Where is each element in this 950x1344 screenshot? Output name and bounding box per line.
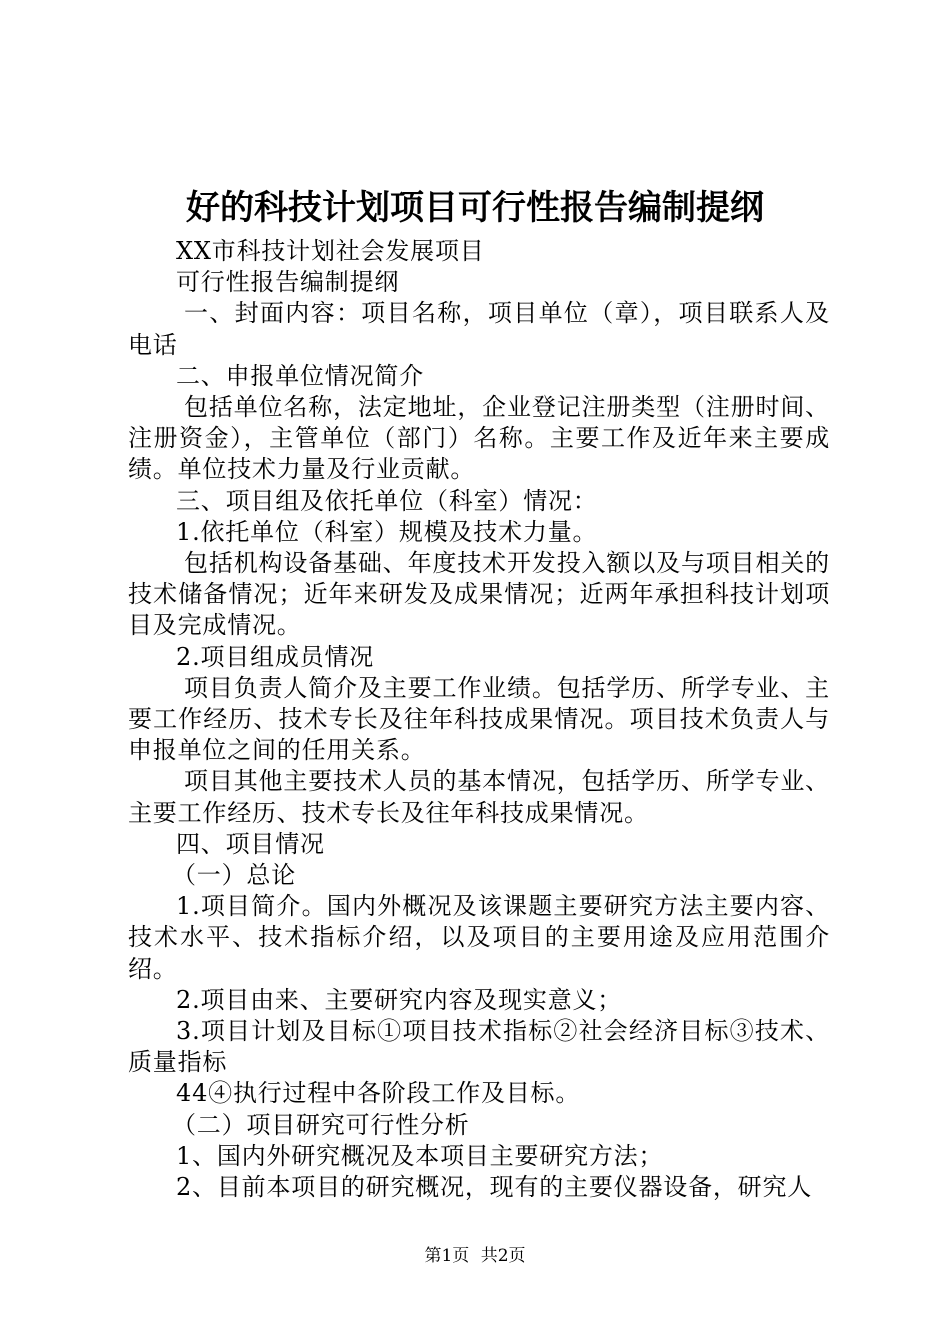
paragraph-section-3-heading: 三、项目组及依托单位（科室）情况：	[176, 486, 598, 515]
paragraph-subsection-2-item-1: 1、国内外研究概况及本项目主要研究方法；	[176, 1141, 664, 1170]
page-footer	[0, 1244, 950, 1268]
paragraph-subsection-1-heading: （一）总论	[172, 861, 296, 890]
paragraph-project-leader: 项目负责人简介及主要工作业绩。包括学历、所学专业、主要工作经历、技术专长及往年科技成果情况。项目技术负责人与申报单位之间的任用关系。	[128, 673, 830, 765]
paragraph-section-3-item-1: 1.依托单位（科室）规模及技术力量。	[176, 517, 598, 546]
paragraph-section-2-body: 包括单位名称，法定地址，企业登记注册类型（注册时间、注册资金），主管单位（部门）名称。主要工作及近年来主要成绩。单位技术力量及行业贡献。	[128, 393, 830, 484]
document-body	[128, 236, 830, 1203]
paragraph-subsection-1-item-4: 44④执行过程中各阶段工作及目标。	[176, 1079, 581, 1108]
paragraph-outline-title: 可行性报告编制提纲	[176, 268, 400, 297]
paragraph-section-4-heading: 四、项目情况	[176, 829, 325, 858]
paragraph-subsection-1-item-3: 3.项目计划及目标①项目技术指标②社会经济目标③技术、质量指标	[128, 1017, 830, 1077]
paragraph-subsection-1-item-2: 2.项目由来、主要研究内容及现实意义；	[176, 985, 623, 1014]
paragraph-section-1-heading: 一、封面内容：项目名称，项目单位（章），项目联系人及电话	[128, 299, 830, 359]
paragraph-subsection-2-heading: （二）项目研究可行性分析	[172, 1110, 470, 1139]
page-total: 共2页	[480, 1246, 526, 1266]
paragraph-subsection-2-item-2: 2、目前本项目的研究概况，现有的主要仪器设备，研究人	[176, 1173, 813, 1202]
paragraph-section-3-item-1-body: 包括机构设备基础、年度技术开发投入额以及与项目相关的技术储备情况；近年来研发及成果情况；近两年承担科技计划项目及完成情况。	[128, 549, 830, 640]
paragraph-section-3-item-2: 2.项目组成员情况	[176, 642, 375, 671]
paragraph-section-2-heading: 二、申报单位情况简介	[176, 361, 424, 390]
page-number: 第1页	[424, 1246, 470, 1266]
paragraph-subsection-1-item-1: 1.项目简介。国内外概况及该课题主要研究方法主要内容、技术水平、技术指标介绍，以及项目的主要用途及应用范围介绍。	[128, 892, 830, 983]
paragraph-project-type: XX市科技计划社会发展项目	[176, 237, 485, 265]
document-title: 好的科技计划项目可行性报告编制提纲	[186, 188, 764, 228]
paragraph-other-staff: 项目其他主要技术人员的基本情况，包括学历、所学专业、主要工作经历、技术专长及往年科技成果情况。	[128, 767, 830, 827]
